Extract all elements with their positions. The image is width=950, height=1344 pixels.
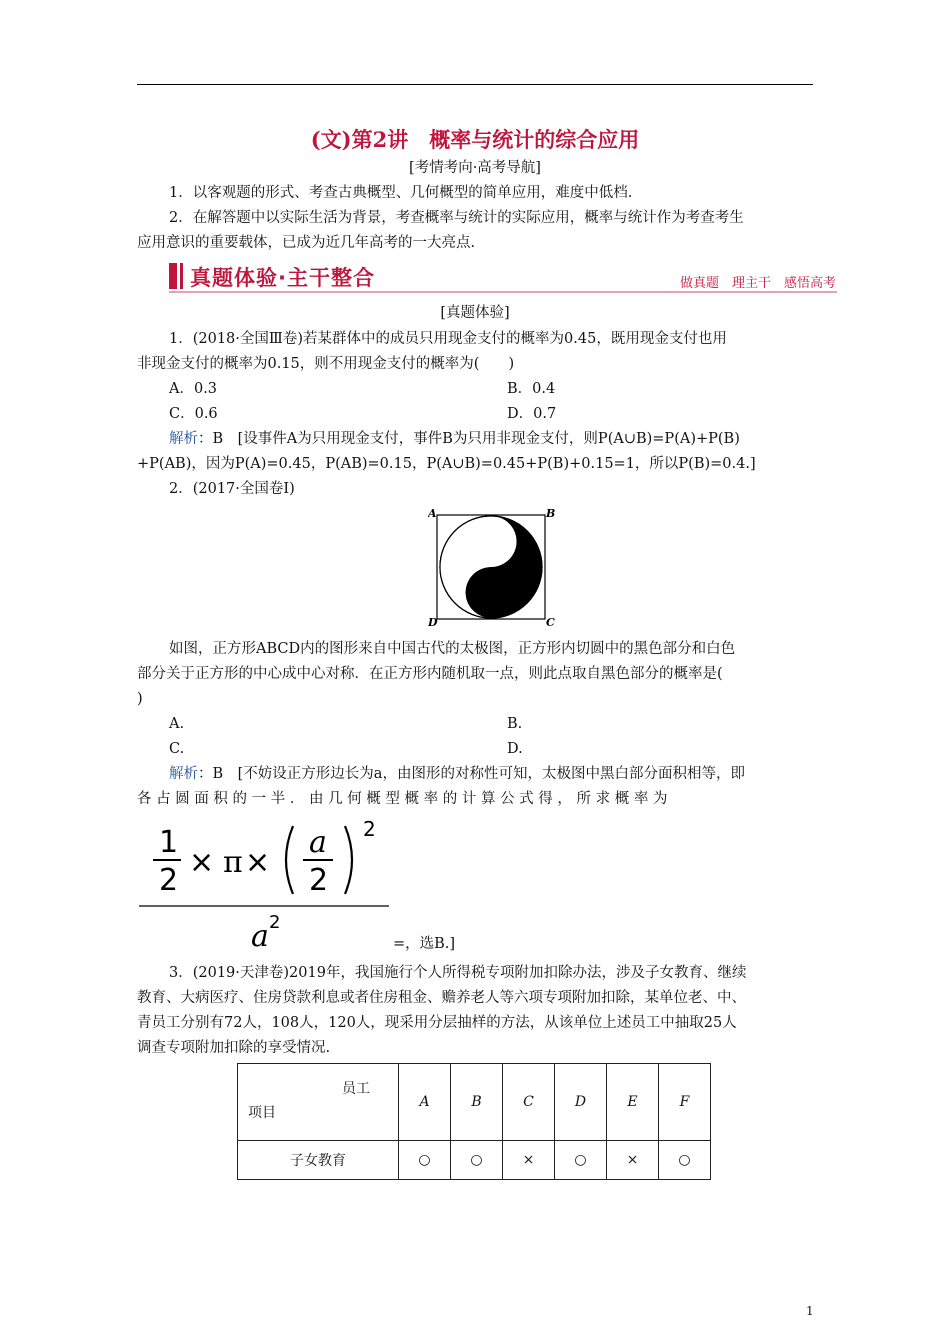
q2-text-1: 如图，正方形ABCD内的图形来自中国古代的太极图，正方形内切圆中的黑色部分和白色 xyxy=(169,641,736,657)
table-cell: ○ xyxy=(659,1141,711,1180)
banner-title: 真题体验·主干整合 xyxy=(190,266,375,290)
denominator-exponent: 2 xyxy=(269,912,281,933)
page-subtitle: [考情考向·高考导航] xyxy=(409,160,541,176)
banner-accent-thin xyxy=(180,263,183,289)
row-label: 子女教育 xyxy=(238,1141,399,1180)
left-paren xyxy=(286,826,293,894)
q1-analysis-line-2: +P(AB)，因为P(A)=0.45，P(AB)=0.15，P(A∪B)=0.45+P(B)+0.15=1，所以P(B)=0.4.] xyxy=(137,456,756,472)
table-header-row xyxy=(238,1064,711,1141)
right-paren xyxy=(345,826,352,894)
column-header: A xyxy=(399,1064,451,1141)
intro-line-3: 应用意识的重要载体，已成为近几年高考的一大亮点. xyxy=(137,235,476,251)
table-cell: ○ xyxy=(555,1141,607,1180)
page-number: 1 xyxy=(806,1304,814,1318)
table-cell: × xyxy=(503,1141,555,1180)
table-row xyxy=(238,1141,711,1180)
white-dot xyxy=(486,536,497,547)
banner-accent xyxy=(169,263,177,289)
corner-top-label: 员工 xyxy=(342,1081,370,1097)
square-exponent: 2 xyxy=(363,817,376,841)
yin-yang xyxy=(440,516,542,618)
a-denominator: 2 xyxy=(309,863,329,898)
times-sign-2: × xyxy=(245,845,271,880)
column-header: E xyxy=(607,1064,659,1141)
denominator-a: a xyxy=(251,919,269,954)
taiji-figure xyxy=(428,507,556,627)
q2-line-1: 2．(2017·全国卷Ⅰ) xyxy=(169,481,295,497)
q1-option-b: B．0.4 xyxy=(507,381,556,397)
column-header: F xyxy=(659,1064,711,1141)
q1-option-c: C．0.6 xyxy=(169,406,218,422)
column-header: C xyxy=(503,1064,555,1141)
label-d: D xyxy=(428,616,438,627)
banner-tagline: 做真题 理主干 感悟高考 xyxy=(680,276,837,291)
taiji-svg xyxy=(428,507,556,627)
table-cell: ○ xyxy=(451,1141,503,1180)
q3-line-1: 3．(2019·天津卷)2019年，我国施行个人所得税专项附加扣除办法，涉及子女教育、继续 xyxy=(169,965,747,981)
q1-analysis-line-1 xyxy=(169,427,740,452)
black-dot xyxy=(486,587,497,598)
intro-line-2: 2．在解答题中以实际生活为背景，考查概率与统计的实际应用，概率与统计作为考查考生 xyxy=(169,210,744,226)
column-header: B xyxy=(451,1064,503,1141)
q1-option-d: D．0.7 xyxy=(507,406,557,422)
q3-line-3: 青员工分别有72人，108人，120人，现采用分层抽样的方法，从该单位上述员工中抽取25人 xyxy=(137,1015,737,1031)
q2-option-a: A. xyxy=(169,716,185,732)
table-cell: ○ xyxy=(399,1141,451,1180)
q3-line-4: 调查专项附加扣除的享受情况. xyxy=(137,1040,331,1056)
times-sign-1: × xyxy=(189,845,215,880)
q2-text-2: 部分关于正方形的中心成中心对称．在正方形内随机取一点，则此点取自黑色部分的概率是( xyxy=(137,666,723,682)
q2-option-c: C. xyxy=(169,741,185,757)
label-c: C xyxy=(546,616,555,627)
q1-analysis-label: 解析 xyxy=(169,431,198,447)
q2-analysis-label: 解析 xyxy=(169,766,198,782)
q2-analysis-line-1 xyxy=(169,762,745,787)
q1-line-2: 非现金支付的概率为0.15，则不用现金支付的概率为( ) xyxy=(137,356,515,372)
q2-option-d: D. xyxy=(507,741,523,757)
table-corner-cell xyxy=(238,1064,399,1141)
intro-line-1: 1．以客观题的形式、考查古典概型、几何概型的简单应用，难度中低档. xyxy=(169,185,633,201)
label-b: B xyxy=(546,507,556,520)
q1-analysis-text: ：B [设事件A为只用现金支付，事件B为只用非现金支付，则P(A∪B)=P(A)+P(B) xyxy=(198,431,740,447)
q2-text-3: ) xyxy=(137,691,143,707)
deduction-table xyxy=(237,1063,711,1180)
probability-formula xyxy=(137,814,397,954)
half-denominator: 2 xyxy=(159,863,179,898)
q2-option-b: B. xyxy=(507,716,523,732)
table-cell: × xyxy=(607,1141,659,1180)
header-rule xyxy=(137,84,813,85)
formula-svg xyxy=(137,814,397,954)
pi-symbol: π xyxy=(223,845,243,880)
a-numerator: a xyxy=(309,825,327,860)
q1-option-a: A．0.3 xyxy=(169,381,218,397)
section-label: [真题体验] xyxy=(440,305,510,321)
corner-bottom-label: 项目 xyxy=(248,1105,276,1121)
label-a: A xyxy=(428,507,437,520)
half-numerator: 1 xyxy=(159,825,179,860)
column-header: D xyxy=(555,1064,607,1141)
page-title: (文)第2讲 概率与统计的综合应用 xyxy=(310,127,640,152)
banner-underline xyxy=(169,291,837,293)
q2-analysis-text: ：B [不妨设正方形边长为a，由图形的对称性可知，太极图中黑白部分面积相等，即 xyxy=(198,766,745,782)
q2-analysis-end: =，选B.] xyxy=(393,936,456,952)
q2-analysis-line-2: 各 占 圆 面 积 的 一 半 ． 由 几 何 概 型 概 率 的 计 算 公 式 得 ， 所 求 概 率 为 xyxy=(137,791,668,807)
q3-line-2: 教育、大病医疗、住房贷款利息或者住房租金、赡养老人等六项专项附加扣除，某单位老、中、 xyxy=(137,990,746,1006)
q1-line-1: 1．(2018·全国Ⅲ卷)若某群体中的成员只用现金支付的概率为0.45，既用现金支付也用 xyxy=(169,331,727,347)
